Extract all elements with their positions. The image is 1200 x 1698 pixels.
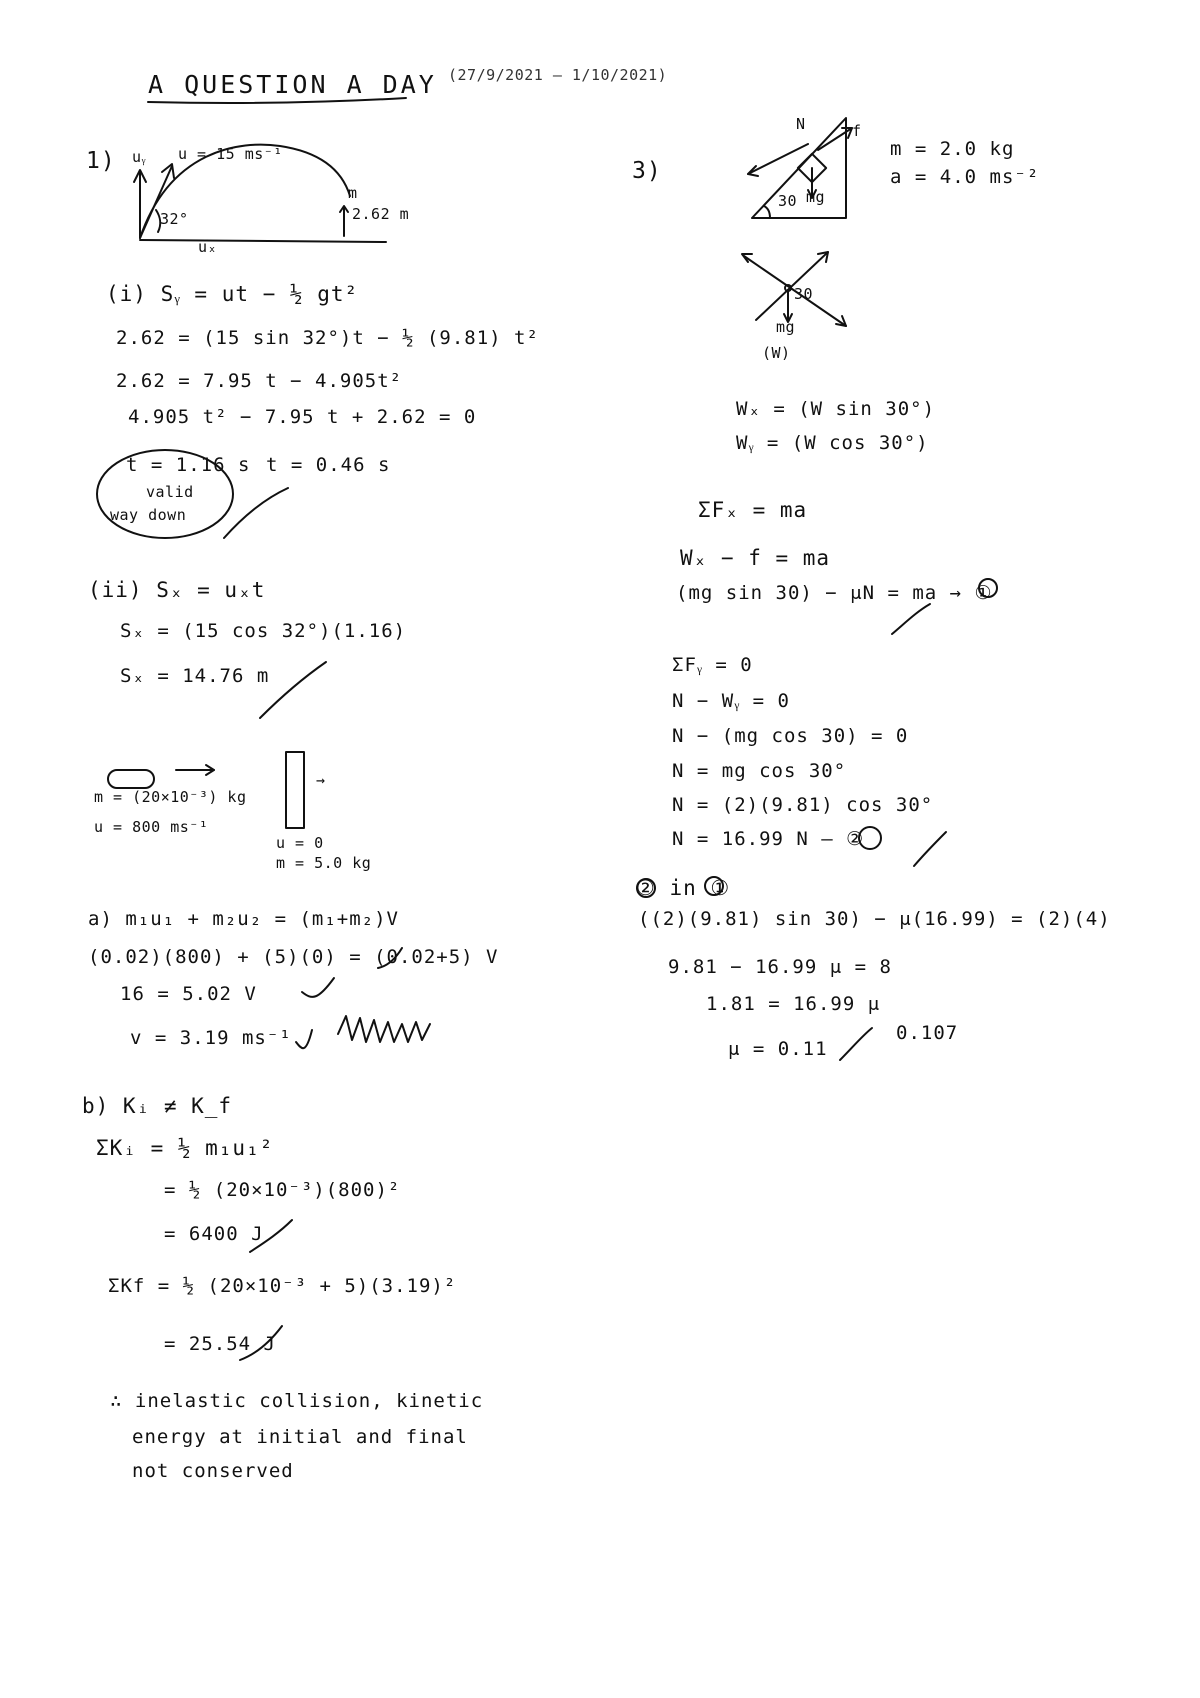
conclusion-line-1: ∴ inelastic collision, kinetic [110,1390,484,1412]
momentum-substitution: (0.02)(800) + (5)(0) = (0.02+5) V [88,946,499,968]
wy-component: Wᵧ = (W cos 30°) [736,432,929,454]
y-equation: N − Wᵧ = 0 [672,690,790,712]
ground-line [140,240,386,242]
sy-substitution: 2.62 = (15 sin 32°)t − ½ (9.81) t² [116,327,539,349]
root-valid-note: valid [146,483,194,501]
quadratic-equation: 4.905 t² − 7.95 t + 2.62 = 0 [128,406,477,428]
x-equation: Wₓ − f = ma [680,546,831,570]
normal-force-substitution: N = (2)(9.81) cos 30° [672,794,934,816]
given-mass: m = 2.0 kg [890,138,1015,160]
normal-force-result: N = 16.99 N — ② [672,828,865,850]
normal-force-expression: N = mg cos 30° [672,760,847,782]
title-underline [148,98,406,103]
fbd-axis-2 [756,252,828,320]
conclusion-line-3: not conserved [132,1460,294,1482]
trajectory-arc [140,145,350,238]
date-range: (27/9/2021 – 1/10/2021) [448,66,668,84]
root-valid-note-2: way down [110,506,187,524]
ki-result: = 6400 J [164,1223,264,1245]
block-mass: m = 5.0 kg [276,854,372,872]
momentum-simplified: 16 = 5.02 V [120,983,257,1005]
launch-angle-label: 32° [160,210,189,228]
kf-equation: ΣKf = ½ (20×10⁻³ + 5)(3.19)² [108,1275,457,1297]
velocity-vector [140,166,172,238]
normal-force-label: N [796,115,806,133]
block-shape [286,752,304,828]
height-label: 2.62 m [352,205,410,223]
combined-simplified: 9.81 − 16.99 μ = 8 [668,956,892,978]
ki-substitution: = ½ (20×10⁻³)(800)² [164,1179,401,1201]
substitution-circle-2 [637,879,655,897]
velocity-label: u = 15 ms⁻¹ [178,145,283,163]
mu-equation: 1.81 = 16.99 μ [706,993,881,1015]
root-valid: t = 1.16 s [126,454,251,476]
question-1-number: 1) [86,148,116,174]
kinetic-energy-claim: b) Kᵢ ≠ K_f [82,1094,233,1118]
x-equation-expanded: (mg sin 30) − μN = ma → ① [676,582,993,604]
sx-result: Sₓ = 14.76 m [120,665,270,687]
combined-equation: ((2)(9.81) sin 30) − μ(16.99) = (2)(4) [638,908,1111,930]
fbd-angle-label: 30 [794,285,814,303]
friction-label: f [852,122,862,140]
tick-mark-5 [296,1030,312,1048]
fbd-weight-label: mg [776,318,796,336]
incline-angle-arc [764,206,770,218]
fbd-axis-1 [744,256,846,326]
weight-label-incline: mg [806,188,826,206]
tick-mark-3 [302,978,334,997]
question-3-number: 3) [632,158,662,184]
tick-mark-9 [914,832,946,866]
bullet-speed: u = 800 ms⁻¹ [94,818,209,836]
wx-component: Wₓ = (W sin 30°) [736,398,936,420]
point-m-label: m [348,184,358,202]
block-initial-speed: u = 0 [276,834,324,852]
kf-result: = 25.54 J [164,1333,276,1355]
fbd-origin-dot [785,285,791,291]
sum-fx: ΣFₓ = ma [698,498,808,522]
bullet-shape [108,770,154,788]
sum-fy: ΣFᵧ = 0 [672,654,753,676]
angle-arc [156,210,160,232]
sy-equation: (i) Sᵧ = ut − ½ gt² [106,282,359,306]
tick-mark-4 [378,948,402,968]
substitution-note: ② in ① [636,876,731,900]
equation-1-circle [979,579,997,597]
sx-equation: (ii) Sₓ = uₓt [88,578,266,602]
mu-alt-value: 0.107 [896,1022,959,1044]
equation-2-circle [859,827,881,849]
tick-mark-2 [260,662,326,718]
page-title: A QUESTION A DAY [148,70,437,99]
ki-equation: ΣKᵢ = ½ m₁u₁² [96,1136,274,1160]
given-acceleration: a = 4.0 ms⁻² [890,166,1040,188]
final-velocity: v = 3.19 ms⁻¹ [130,1027,292,1049]
bullet-mass: m = (20×10⁻³) kg [94,788,247,806]
incline-angle-label: 30 [778,192,798,210]
tick-mark-10 [840,1028,872,1060]
sx-substitution: Sₓ = (15 cos 32°)(1.16) [120,620,407,642]
valid-root-circle [97,450,233,538]
tick-mark-7 [240,1326,282,1360]
fbd-weight-alt-label: (W) [762,344,791,362]
block-arrow: → [316,771,326,789]
mu-result: μ = 0.11 [728,1038,828,1060]
scribbled-out-text [338,1016,430,1042]
y-equation-expanded: N − (mg cos 30) = 0 [672,725,909,747]
ux-label: uₓ [198,238,218,256]
conclusion-line-2: energy at initial and final [132,1426,468,1448]
tick-mark-6 [250,1220,292,1252]
momentum-equation: a) m₁u₁ + m₂u₂ = (m₁+m₂)V [88,908,399,930]
substitution-circle-1 [705,877,723,895]
sy-simplified: 2.62 = 7.95 t − 4.905t² [116,370,403,392]
uy-label: uᵧ [132,148,147,166]
root-other: t = 0.46 s [266,454,391,476]
tick-mark-8 [892,604,930,634]
